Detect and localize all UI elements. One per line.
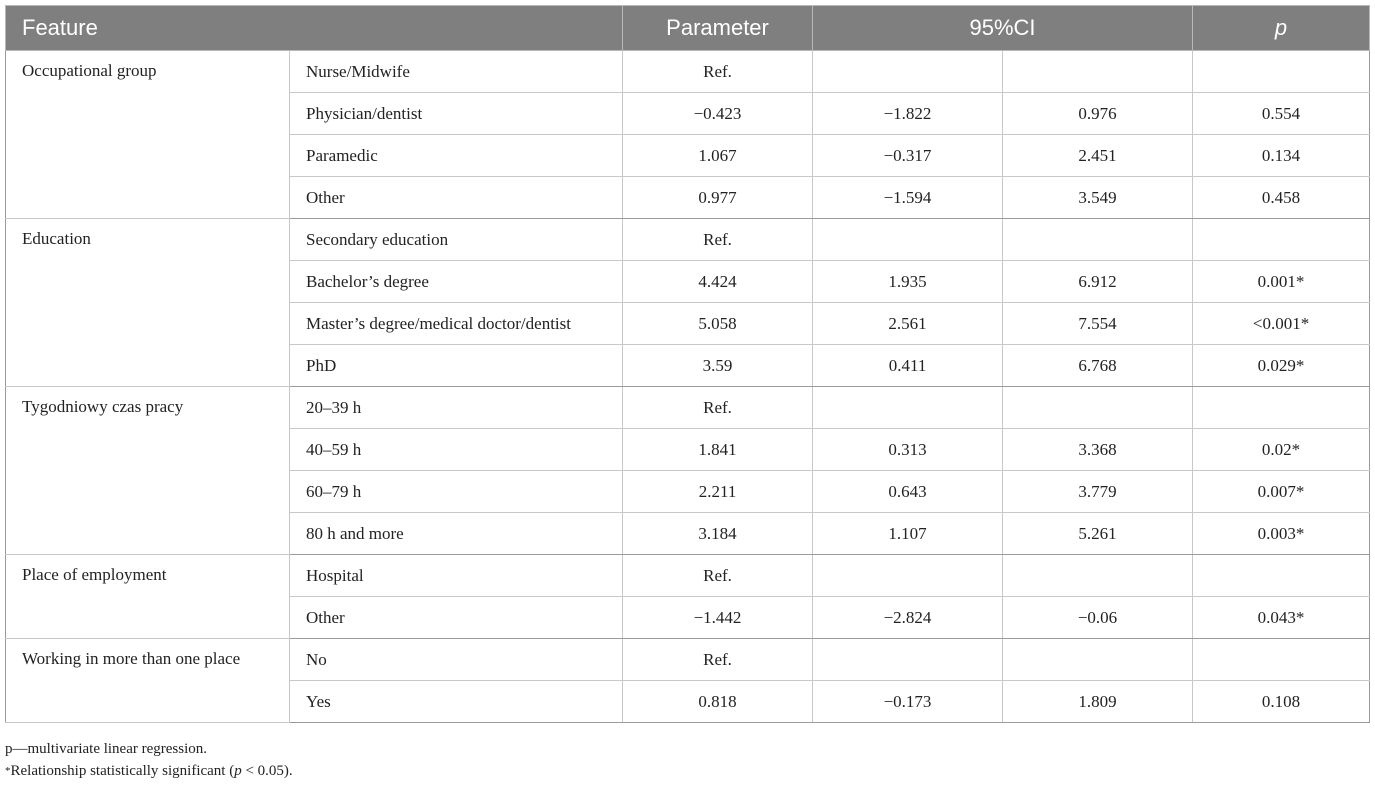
ci-high-cell	[1003, 639, 1193, 681]
ci-low-cell: −1.594	[813, 177, 1003, 219]
ci-low-cell: −0.317	[813, 135, 1003, 177]
level-cell: Other	[290, 597, 623, 639]
parameter-cell: 4.424	[623, 261, 813, 303]
parameter-cell: 0.977	[623, 177, 813, 219]
level-cell: 80 h and more	[290, 513, 623, 555]
ci-high-cell: 3.368	[1003, 429, 1193, 471]
ci-high-cell: 5.261	[1003, 513, 1193, 555]
ci-low-cell	[813, 219, 1003, 261]
p-value-cell	[1193, 387, 1370, 429]
ci-low-cell	[813, 555, 1003, 597]
parameter-cell: Ref.	[623, 639, 813, 681]
header-row	[6, 6, 1370, 51]
p-value-cell: 0.02*	[1193, 429, 1370, 471]
ci-high-cell	[1003, 555, 1193, 597]
ci-high-cell: 1.809	[1003, 681, 1193, 723]
level-cell: Master’s degree/medical doctor/dentist	[290, 303, 623, 345]
feature-cell: Place of employment	[6, 555, 290, 639]
p-value-cell: 0.007*	[1193, 471, 1370, 513]
level-cell: Physician/dentist	[290, 93, 623, 135]
p-value-cell: 0.029*	[1193, 345, 1370, 387]
ci-low-cell: 0.313	[813, 429, 1003, 471]
p-value-cell: <0.001*	[1193, 303, 1370, 345]
ci-high-cell: 6.768	[1003, 345, 1193, 387]
parameter-cell: Ref.	[623, 51, 813, 93]
ci-high-cell: 0.976	[1003, 93, 1193, 135]
parameter-cell: 0.818	[623, 681, 813, 723]
header-parameter: Parameter	[623, 6, 813, 51]
table-row	[6, 387, 1370, 429]
table-row	[6, 219, 1370, 261]
p-value-cell	[1193, 51, 1370, 93]
p-value-cell: 0.554	[1193, 93, 1370, 135]
feature-cell: Occupational group	[6, 51, 290, 219]
ci-high-cell: 3.779	[1003, 471, 1193, 513]
parameter-cell: 3.59	[623, 345, 813, 387]
parameter-cell: Ref.	[623, 387, 813, 429]
p-value-cell: 0.134	[1193, 135, 1370, 177]
ci-high-cell: 3.549	[1003, 177, 1193, 219]
level-cell: No	[290, 639, 623, 681]
p-value-cell	[1193, 219, 1370, 261]
p-value-cell: 0.043*	[1193, 597, 1370, 639]
table-row	[6, 555, 1370, 597]
ci-high-cell	[1003, 387, 1193, 429]
p-value-cell: 0.108	[1193, 681, 1370, 723]
p-value-cell: 0.458	[1193, 177, 1370, 219]
level-cell: Nurse/Midwife	[290, 51, 623, 93]
header-ci: 95%CI	[813, 6, 1193, 51]
footnote-significance-var: p	[234, 763, 242, 779]
ci-low-cell	[813, 51, 1003, 93]
ci-high-cell	[1003, 51, 1193, 93]
parameter-cell: 1.841	[623, 429, 813, 471]
feature-cell: Education	[6, 219, 290, 387]
ci-high-cell	[1003, 219, 1193, 261]
ci-low-cell: 0.643	[813, 471, 1003, 513]
footnote-method: p—multivariate linear regression.	[5, 741, 208, 757]
ci-high-cell: 2.451	[1003, 135, 1193, 177]
table-row	[6, 51, 1370, 93]
regression-table	[5, 5, 1370, 723]
p-value-cell	[1193, 555, 1370, 597]
footnote-significance-pre: Relationship statistically significant (	[10, 763, 235, 779]
level-cell: Bachelor’s degree	[290, 261, 623, 303]
table-footnotes	[5, 738, 293, 782]
parameter-cell: 3.184	[623, 513, 813, 555]
ci-low-cell: 0.411	[813, 345, 1003, 387]
table-row	[6, 639, 1370, 681]
ci-low-cell: −2.824	[813, 597, 1003, 639]
p-value-cell: 0.001*	[1193, 261, 1370, 303]
header-feature: Feature	[6, 6, 623, 51]
level-cell: Yes	[290, 681, 623, 723]
footnote-significance-post: < 0.05).	[241, 763, 293, 779]
level-cell: Paramedic	[290, 135, 623, 177]
ci-low-cell: 1.935	[813, 261, 1003, 303]
table-header	[6, 6, 1370, 51]
level-cell: Other	[290, 177, 623, 219]
ci-high-cell: −0.06	[1003, 597, 1193, 639]
ci-high-cell: 7.554	[1003, 303, 1193, 345]
parameter-cell: Ref.	[623, 555, 813, 597]
ci-low-cell	[813, 639, 1003, 681]
ci-low-cell: −0.173	[813, 681, 1003, 723]
ci-low-cell: 2.561	[813, 303, 1003, 345]
parameter-cell: 2.211	[623, 471, 813, 513]
parameter-cell: −0.423	[623, 93, 813, 135]
feature-cell: Tygodniowy czas pracy	[6, 387, 290, 555]
ci-low-cell: −1.822	[813, 93, 1003, 135]
footnote-significance	[5, 760, 293, 782]
footnote-star: *	[5, 765, 11, 777]
level-cell: Hospital	[290, 555, 623, 597]
parameter-cell: 5.058	[623, 303, 813, 345]
level-cell: 60–79 h	[290, 471, 623, 513]
level-cell: PhD	[290, 345, 623, 387]
ci-high-cell: 6.912	[1003, 261, 1193, 303]
p-value-cell	[1193, 639, 1370, 681]
parameter-cell: Ref.	[623, 219, 813, 261]
p-value-cell: 0.003*	[1193, 513, 1370, 555]
level-cell: 40–59 h	[290, 429, 623, 471]
level-cell: 20–39 h	[290, 387, 623, 429]
parameter-cell: −1.442	[623, 597, 813, 639]
level-cell: Secondary education	[290, 219, 623, 261]
ci-low-cell	[813, 387, 1003, 429]
feature-cell: Working in more than one place	[6, 639, 290, 723]
header-p: p	[1193, 6, 1370, 51]
parameter-cell: 1.067	[623, 135, 813, 177]
table-body	[6, 51, 1370, 723]
ci-low-cell: 1.107	[813, 513, 1003, 555]
